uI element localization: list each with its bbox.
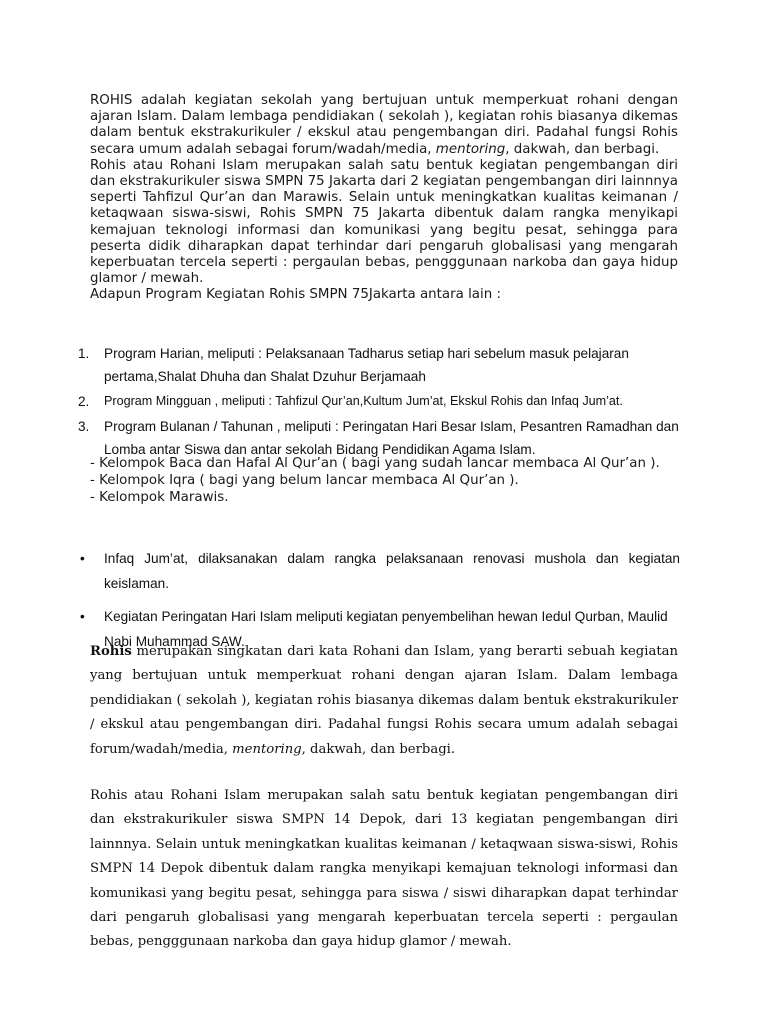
list-item-text: Program Bulanan / Tahunan , meliputi : Peringatan Hari Besar Islam, Pesantren Ramadhan dan Lomba antar Siswa dan antar sekolah Bidang Pendidikan Agama Islam. <box>104 419 679 457</box>
definition-p1-text: merupakan singkatan dari kata Rohani dan Islam, yang berarti sebuah kegiatan yang bertujuan untuk memperkuat rohani dengan ajaran Islam. Dalam lembaga pendidiakan ( sekolah ), kegiatan rohis biasanya dikemas dalam bentuk ekstrakurikuler / ekskul atau pengembangan diri. Padahal fungsi Rohis secara umum adalah sebagai forum/wadah/media, <box>90 644 678 757</box>
definition-paragraph-2: Rohis atau Rohani Islam merupakan salah satu bentuk kegiatan pengembangan diri dan ekstrakurikuler siswa SMPN 14 Depok, dari 13 kegiatan pengembangan diri lainnnya. Selain untuk meningkatkan kualitas keimanan / ketaqwaan siswa-siswi, Rohis SMPN 14 Depok dibentuk dalam rangka menyikapi kemajuan teknologi informasi dan komunikasi yang begitu pesat, sehingga para siswa / siswi diharapkan dapat terhindar dari pengaruh globalisasi yang mengarah keperbuatan tercela seperti : pergaulan bebas, pengggunaan narkoba dan gaya hidup glamor / mewah. <box>90 788 678 950</box>
rohis-term: Rohis <box>90 644 132 659</box>
program-intro: Adapun Program Kegiatan Rohis SMPN 75Jakarta antara lain : <box>90 287 501 303</box>
list-item <box>78 390 680 413</box>
bullet-item-text: Infaq Jum’at, dilaksanakan dalam rangka pelaksanaan renovasi mushola dan kegiatan keislaman. <box>104 551 680 591</box>
definition-p1-tail: , dakwah, dan berbagi. <box>301 741 456 757</box>
group-item: - Kelompok Marawis. <box>90 490 229 505</box>
intro-paragraph-2: Rohis atau Rohani Islam merupakan salah satu bentuk kegiatan pengembangan diri dan ekstrakurikuler siswa SMPN 75 Jakarta dari 2 kegiatan pengembangan diri lainnnya seperti Tahfizul Qur’an dan Marawis. Selain untuk meningkatkan kualitas keimanan / ketaqwaan siswa-siswi, Rohis SMPN 75 Jakarta dibentuk dalam rangka menyikapi kemajuan teknologi informasi dan komunikasi yang begitu pesat, sehingga para peserta didik diharapkan dapat terhindar dari pengaruh globalisasi yang mengarah keperbuatan tercela seperti : pergaulan bebas, pengggunaan narkoba dan gaya hidup glamor / mewah. <box>90 157 678 287</box>
list-number: 3. <box>78 419 90 434</box>
bullet-item <box>78 546 680 596</box>
list-item <box>78 342 680 388</box>
definition-paragraph-1 <box>90 640 678 762</box>
intro-section <box>90 93 678 304</box>
list-number: 1. <box>78 346 90 361</box>
intro-p1-italic: mentoring <box>435 141 506 157</box>
bullet-item-text: Kegiatan Peringatan Hari Islam meliputi kegiatan penyembelihan hewan Iedul Qurban, Maulid Nabi Muhammad SAW. <box>104 609 668 649</box>
bullet-icon: • <box>80 551 85 566</box>
group-item: - Kelompok Baca dan Hafal Al Qur’an ( bagi yang sudah lancar membaca Al Qur’an ). <box>90 456 660 471</box>
list-number: 2. <box>78 394 90 409</box>
group-item: - Kelompok Iqra ( bagi yang belum lancar membaca Al Qur’an ). <box>90 473 519 488</box>
definition-p1-italic: mentoring <box>232 741 302 757</box>
bullet-icon: • <box>80 609 85 624</box>
group-list <box>90 455 690 506</box>
list-item-text: Program Mingguan , meliputi : Tahfizul Qur’an,Kultum Jum’at, Ekskul Rohis dan Infaq Jum’at. <box>104 394 623 408</box>
program-list <box>78 342 680 461</box>
activity-bullet-list <box>78 546 680 654</box>
intro-p1-tail: , dakwah, dan berbagi. <box>505 141 660 157</box>
intro-p1-text: ROHIS adalah kegiatan sekolah yang bertujuan untuk memperkuat rohani dengan ajaran Islam. Dalam lembaga pendidiakan ( sekolah ), kegiatan rohis biasanya dikemas dalam bentuk ekstrakurikuler / ekskul atau pengembangan diri. Padahal fungsi Rohis secara umum adalah sebagai forum/wadah/media, <box>90 93 678 157</box>
list-item-text: Program Harian, meliputi : Pelaksanaan Tadharus setiap hari sebelum masuk pelajaran pertama,Shalat Dhuha dan Shalat Dzuhur Berjamaah <box>104 346 629 384</box>
rohis-definition-section <box>90 640 678 955</box>
intro-paragraph-1 <box>90 93 678 158</box>
